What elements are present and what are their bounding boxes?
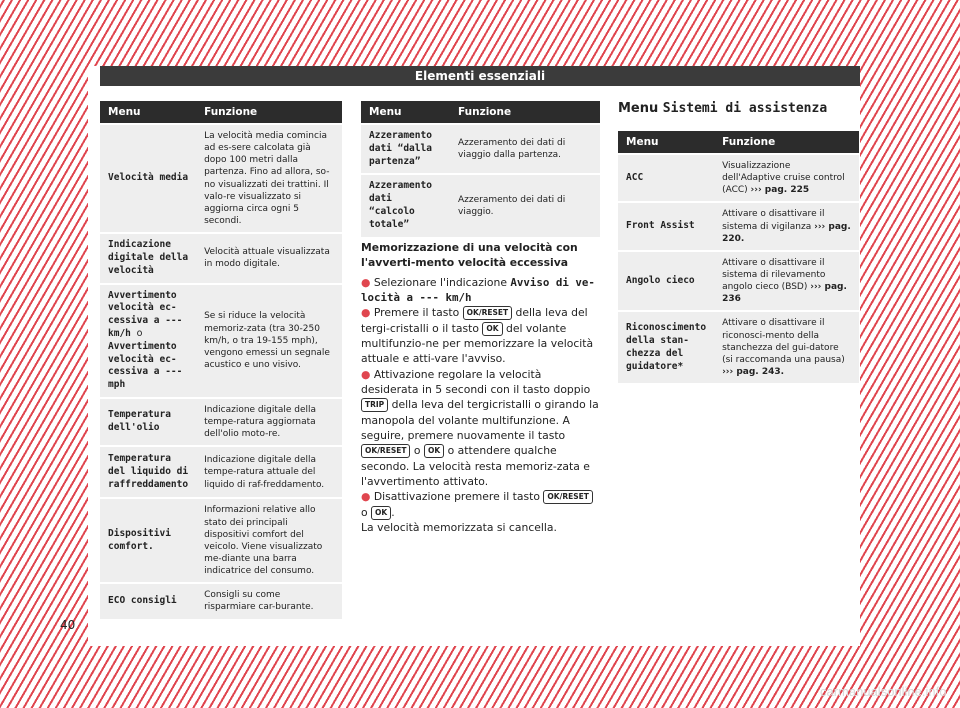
text: Disattivazione premere il tasto [373, 490, 544, 504]
speed-warning-section [361, 240, 601, 535]
col-menu: Menu [100, 101, 196, 123]
table-row [618, 252, 859, 311]
func-cell: Indicazione digitale della tempe-ratura attuale del liquido di raf-freddamento. [196, 447, 342, 497]
table-row [100, 447, 342, 497]
page-number: 40 [60, 618, 76, 632]
func-cell: Consigli su come risparmiare car-burante. [196, 584, 342, 618]
func-cell [714, 312, 859, 383]
page-header: Elementi essenziali [100, 66, 860, 86]
col-funzione: Funzione [196, 101, 342, 123]
menu-cell: Riconoscimento della stan-chezza del guidatore* [618, 312, 714, 383]
reset-table [361, 99, 600, 239]
text: della leva del tergi-cristalli o il tasto [361, 306, 588, 335]
section-title: Memorizzazione di una velocità con l'avverti-mento velocità eccessiva [361, 241, 578, 270]
func-cell: Indicazione digitale della tempe-ratura aggiornata dell'olio moto-re. [196, 399, 342, 445]
table-row [100, 399, 342, 445]
col-menu: Menu [361, 101, 450, 123]
closing-text: La velocità memorizzata si cancella. [361, 520, 557, 534]
func-text: Attivare o disattivare il sistema di vigilanza [722, 209, 825, 232]
table-row [618, 203, 859, 249]
text: della leva del tergicristalli o girando la manopola del volante multifunzione. A seguire, premere nuovamente il tasto [361, 398, 599, 442]
list-item [361, 305, 601, 366]
func-text: Attivare o disattivare il sistema di rilevamento angolo cieco (BSD) [722, 257, 826, 293]
menu-cell: Velocità media [100, 125, 196, 232]
ok-key-icon: OK [482, 322, 502, 336]
ok-reset-key-icon: OK/RESET [463, 306, 512, 320]
list-item [361, 489, 601, 520]
text: Selezionare l'indicazione [373, 275, 511, 289]
table-row [100, 234, 342, 282]
menu-cell: ACC [618, 155, 714, 201]
assist-table [618, 129, 859, 385]
table-row [100, 584, 342, 618]
menu-cell: Azzeramento dati “calcolo totale” [361, 175, 450, 236]
menu-text-b: Avvertimento velocità ec-cessiva a --- mph [108, 340, 183, 391]
col-menu: Menu [618, 131, 714, 153]
table-row [361, 125, 600, 173]
func-cell [714, 155, 859, 201]
text: o [361, 505, 372, 519]
list-item [361, 367, 601, 490]
menu-cell [100, 285, 196, 398]
title-prefix: Menu [618, 101, 663, 116]
text: . [391, 505, 395, 519]
table-row [618, 312, 859, 383]
menu-cell: Indicazione digitale della velocità [100, 234, 196, 282]
bullet-icon: ● [361, 367, 371, 381]
menu-cell: ECO consigli [100, 584, 196, 618]
ok-key-icon: OK [424, 444, 444, 458]
menu-cell: Front Assist [618, 203, 714, 249]
list-item [361, 275, 601, 306]
table-row [618, 155, 859, 201]
text: Premere il tasto [373, 306, 463, 320]
code-text: Avviso di ve-locità a --- km/h [361, 275, 595, 304]
page-ref: ››› pag. 243. [722, 366, 785, 377]
bullet-icon: ● [361, 275, 371, 289]
text: Attivazione regolare la velocità desiderata in 5 secondi con il tasto doppio [361, 367, 591, 396]
menu-cell: Angolo cieco [618, 252, 714, 311]
menu-cell: Temperatura del liquido di raffreddamento [100, 447, 196, 497]
menu-cell: Azzeramento dati “dalla partenza” [361, 125, 450, 173]
trip-data-table [100, 99, 342, 621]
trip-key-icon: TRIP [361, 398, 388, 412]
table-header-row [361, 101, 600, 123]
func-cell: Se si riduce la velocità memoriz-zata (tra 30-250 km/h, o tra 19-155 mph), vengono emessi un segnale acustico e uno visivo. [196, 285, 342, 398]
func-text: Attivare o disattivare il riconosci-mento della stanchezza del gui-datore (si raccomanda una pausa) [722, 318, 845, 365]
bullet-icon: ● [361, 490, 371, 504]
ok-reset-key-icon: OK/RESET [543, 490, 592, 504]
page-ref: ››› pag. 225 [750, 185, 810, 196]
watermark-brand: carmanualsonline.info [820, 684, 947, 699]
menu-cell: Temperatura dell'olio [100, 399, 196, 445]
func-cell [714, 252, 859, 311]
table-header-row [618, 131, 859, 153]
page-ref: ››› pag. 236 [722, 282, 847, 305]
func-cell: Velocità attuale visualizzata in modo digitale. [196, 234, 342, 282]
text: o [410, 444, 424, 458]
menu-cell: Dispositivi comfort. [100, 499, 196, 582]
text: del volante multifunzio-ne per memorizzare la velocità attuale e atti-vare l'avviso. [361, 321, 594, 366]
func-cell: Informazioni relative allo stato dei principali dispositivi comfort del veicolo. Viene visualizzato me-diante una barra indicatrice del consumo. [196, 499, 342, 582]
text: o attendere qualche secondo. La velocità resta memoriz-zata e l'avvertimento attivato. [361, 444, 590, 488]
table-row [100, 125, 342, 232]
func-cell: Azzeramento dei dati di viaggio. [450, 175, 600, 236]
table-row [100, 499, 342, 582]
col-funzione: Funzione [450, 101, 600, 123]
ok-reset-key-icon: OK/RESET [361, 444, 410, 458]
table-row [100, 285, 342, 398]
ok-key-icon: OK [371, 506, 391, 520]
func-cell [714, 203, 859, 249]
table-header-row [100, 101, 342, 123]
bullet-icon: ● [361, 306, 371, 320]
assist-section-title [618, 101, 827, 116]
col-funzione: Funzione [714, 131, 859, 153]
func-cell: Azzeramento dei dati di viaggio dalla partenza. [450, 125, 600, 173]
menu-text-or: o [136, 328, 143, 339]
func-cell: La velocità media comincia ad es-sere calcolata già dopo 100 metri dalla partenza. Fino ad allora, so-no visualizzati dei trattini. Il valo-re visualizzato si aggiorna circa ogni 5 secondi. [196, 125, 342, 232]
title-code: Sistemi di assistenza [662, 101, 828, 116]
page-ref: ››› pag. 220. [722, 221, 851, 244]
table-row [361, 175, 600, 236]
func-text: Visualizzazione dell'Adaptive cruise control (ACC) [722, 161, 845, 196]
menu-text-a: Avvertimento velocità ec-cessiva a --- km/h [108, 289, 183, 339]
